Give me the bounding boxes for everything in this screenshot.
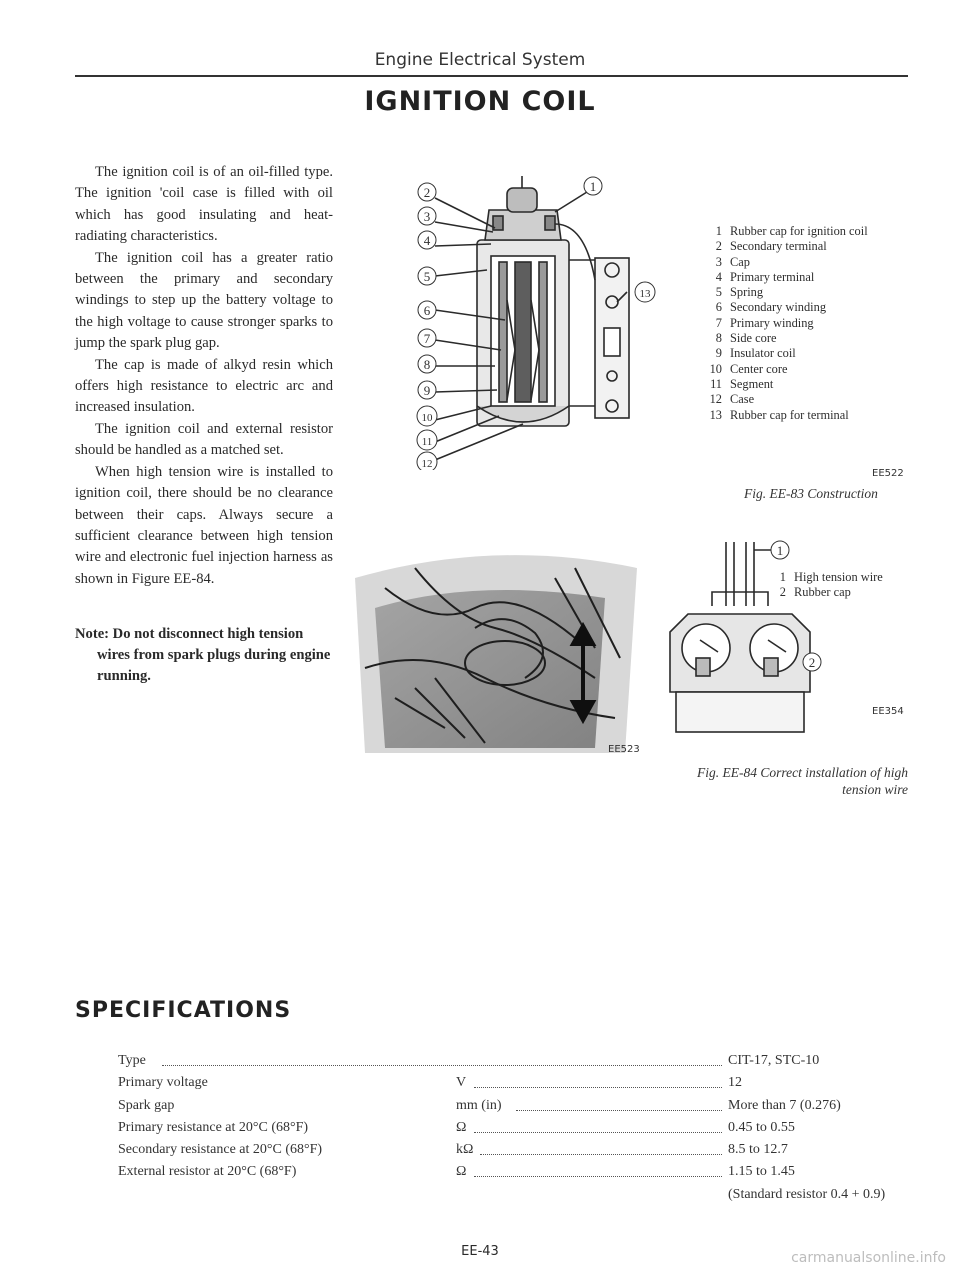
legend-row: 6 Secondary winding: [715, 300, 827, 315]
legend-row: 2 Secondary terminal: [715, 239, 827, 254]
callout-13: 13: [639, 288, 651, 300]
legend-row: 8 Side core: [715, 331, 777, 346]
paragraph: The cap is made of alkyd resin which offers high resistance to electric arc and increased insulation.: [75, 356, 333, 416]
legend-row: 11 Segment: [710, 376, 774, 391]
page-number: EE-43: [461, 1244, 499, 1259]
legend-row: 5 Spring: [715, 285, 764, 300]
legend-row: 9 Insulator coil: [715, 346, 796, 361]
caution-note: [75, 624, 333, 687]
high-tension-wire-diagram: [664, 532, 824, 734]
paragraph: The ignition coil and external resistor should be handled as a matched set.: [75, 420, 333, 459]
callout-1: 1: [776, 543, 784, 558]
spec-footnote-row: (Standard resistor 0.4 + 0.9): [728, 1186, 886, 1202]
photo-code: EE523: [608, 744, 640, 755]
specifications-table: [118, 1053, 886, 1209]
paragraph: The ignition coil has a greater ratio between the primary and secondary windings to step up the battery voltage to the high voltage to cause stronger sparks to jump the spark plug gap.: [75, 249, 333, 352]
spec-row: Type CIT-17, STC-10: [118, 1053, 820, 1068]
spec-row: Secondary resistance at 20°C (68°F) kΩ 8.5 to 12.7: [118, 1142, 788, 1158]
callout-8: 8: [423, 357, 431, 372]
legend-row: 4 Primary terminal: [715, 269, 815, 284]
callout-4: 4: [423, 233, 431, 248]
callout-1: 1: [589, 179, 597, 194]
coil-construction-diagram: [395, 170, 670, 470]
legend-row: 1 Rubber cap for ignition coil: [715, 224, 868, 238]
callout-3: 3: [423, 209, 431, 224]
legend-row: 13 Rubber cap for terminal: [709, 407, 849, 422]
legend-row: 2 Rubber cap: [779, 585, 851, 600]
callout-7: 7: [423, 331, 431, 346]
paragraph: The ignition coil is of an oil-filled type. The ignition 'coil case is filled with oil which has good insulating and heat-radiating characteristics.: [75, 164, 333, 245]
legend-row: 7 Primary winding: [715, 315, 814, 330]
callout-12: 12: [421, 458, 433, 470]
specifications-title: SPECIFICATIONS: [75, 998, 292, 1023]
coil-parts-legend: [706, 224, 868, 423]
callout-9: 9: [423, 383, 431, 398]
figure-caption: Fig. EE-84 Correct installation of high tension wire: [697, 765, 908, 797]
callout-10: 10: [421, 412, 433, 424]
legend-row: 10 Center core: [709, 361, 788, 376]
legend-row: 12 Case: [709, 392, 755, 407]
spec-row: Spark gap mm (in) More than 7 (0.276): [118, 1097, 841, 1113]
callout-11: 11: [421, 436, 433, 448]
engine-bay-photo: [355, 548, 640, 753]
header-rule: [75, 75, 908, 77]
figure-caption: Fig. EE-83 Construction: [744, 486, 878, 501]
callout-5: 5: [423, 269, 431, 284]
legend-row: 1 High tension wire: [779, 570, 883, 584]
spec-row: External resistor at 20°C (68°F) Ω 1.15 to 1.45: [118, 1164, 795, 1180]
figure-code: EE354: [872, 706, 904, 717]
paragraph: When high tension wire is installed to ignition coil, there should be no clearance between their caps. Always secure a sufficient clearance between high tension wire and electronic fuel injection harness as shown in Figure EE-84.: [75, 463, 333, 587]
callout-2: 2: [423, 185, 431, 200]
running-header: Engine Electrical System: [374, 50, 586, 70]
callout-6: 6: [423, 303, 431, 318]
callout-2: 2: [808, 655, 816, 670]
body-text: [75, 162, 333, 590]
wire-legend: [770, 570, 883, 601]
spec-row: Primary voltage V 12: [118, 1075, 742, 1091]
figure-code: EE522: [872, 468, 904, 479]
section-title: IGNITION COIL: [364, 86, 596, 117]
legend-row: 3 Cap: [715, 254, 750, 269]
note-continuation: wires from spark plugs during engine running.: [97, 647, 331, 684]
watermark: carmanualsonline.info: [791, 1250, 946, 1266]
note-first-line: Note: Do not disconnect high tension: [75, 626, 304, 642]
spec-row: Primary resistance at 20°C (68°F) Ω 0.45 to 0.55: [118, 1119, 795, 1135]
